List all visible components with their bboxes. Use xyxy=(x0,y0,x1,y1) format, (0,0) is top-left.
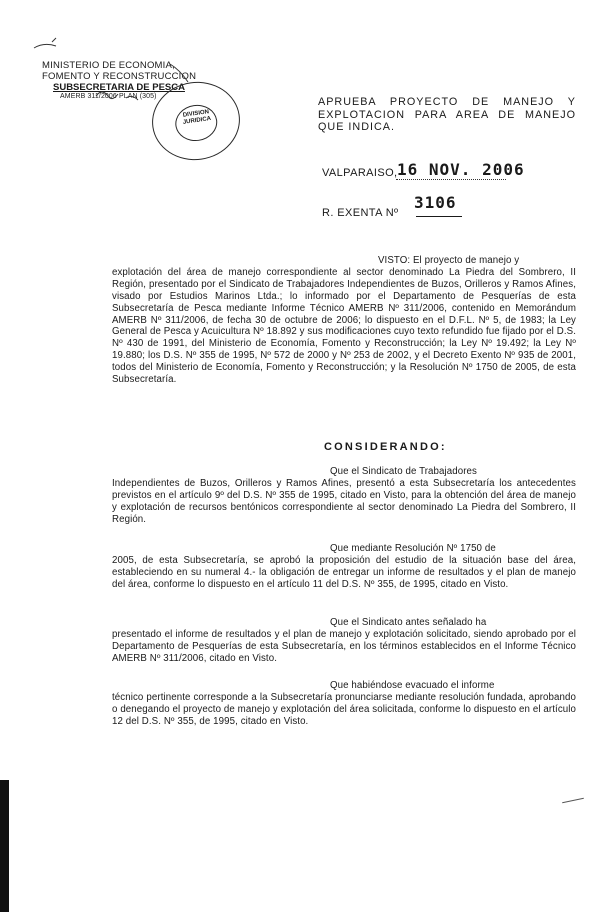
considerando-item-1-body: Independientes de Buzos, Orilleros y Ramos Afines, presentó a esta Subsecretaría los antecedentes previstos en el artículo 9º del D.S. Nº 355 de 1995, citado en Visto, para la obtención del área de manejo y explotación de recursos bentónicos correspondiente al sector denominado La Piedra del Sombrero, II Región. xyxy=(112,477,576,525)
considerando-item-4-body: técnico pertinente corresponde a la Subsecretaría pronunciarse mediante resolución fundada, aprobando o denegando el proyecto de manejo y explotación del área solicitada, conforme lo dispuesto en el artículo 12 del D.S. Nº 355, de 1995, citado en Visto. xyxy=(112,691,576,727)
considerando-item-2-body: 2005, de esta Subsecretaría, se aprobó la proposición del estudio de la situación base del área, estableciendo en su numeral 4.- la obligación de entregar un informe de resultados y el plan de manejo del área, conforme lo dispuesto en el artículo 11 del D.S. Nº 355, de 1995, citado en Visto. xyxy=(112,554,576,590)
ministry-line-1: MINISTERIO DE ECONOMIA, xyxy=(42,60,175,71)
ministry-line-2: FOMENTO Y RECONSTRUCCION xyxy=(42,71,197,82)
margin-mark xyxy=(562,798,584,804)
exenta-number: 3106 xyxy=(414,193,457,212)
reference-code: AMERB 311/2006 PLAN (305) xyxy=(60,93,157,100)
considerando-item-4-first: Que habiéndose evacuado el informe xyxy=(330,680,495,691)
stamp-label: DIVISION JURIDICA xyxy=(182,109,212,126)
document-title: APRUEBA PROYECTO DE MANEJO Y EXPLOTACION PARA AREA DE MANEJO QUE INDICA. xyxy=(318,96,576,133)
considerando-item-3-body: presentado el informe de resultados y el plan de manejo y explotación solicitado, siendo aprobado por el Departamento de Pesquerías de esta Subsecretaría, en los términos establecidos en el Informe Técnico AMERB Nº 311/2006, citado en Visto. xyxy=(112,628,576,664)
considerando-item-3-first: Que el Sindicato antes señalado ha xyxy=(330,617,487,628)
visto-first-line: VISTO: El proyecto de manejo y xyxy=(378,255,520,266)
considerando-heading: CONSIDERANDO: xyxy=(324,441,447,453)
date-underline xyxy=(396,179,506,180)
visto-body: explotación del área de manejo correspondiente al sector denominado La Piedra del Sombrero, II Región, presentado por el Sindicato de Trabajadores Independientes de Buzos, Orilleros y Ramos Afines, visado por Estudios Marinos Ltda.; lo informado por el Departamento de Pesquerías de esta Subsecretaría de Pesca mediante Informe Técnico AMERB Nº 311/2006, contenido en Memorándum AMERB Nº 311/2006, de fecha 30 de octubre de 2006; lo dispuesto en el D.F.L. Nº 5, de 1983; la Ley General de Pesca y Acuicultura Nº 18.892 y sus modificaciones cuyo texto refundido fue fijado por el D.S. Nº 430 de 1991, del Ministerio de Economía, Fomento y Reconstrucción; la Ley Nº 19.492; la Ley Nº 19.880; los D.S. Nº 355 de 1995, Nº 572 de 2000 y Nº 253 de 2002, y el Decreto Exento Nº 935 de 2001, todos del Ministerio de Economía, Fomento y Reconstrucción; y la Resolución Nº 1750 de 2005, de esta Subsecretaría. xyxy=(112,266,576,386)
considerando-item-2 xyxy=(112,543,576,591)
scan-edge-shadow xyxy=(0,780,9,912)
considerando-item-4 xyxy=(112,680,576,728)
date-place: VALPARAISO, xyxy=(322,167,398,179)
exenta-underline xyxy=(416,216,462,217)
subsecretaria-label: SUBSECRETARIA DE PESCA xyxy=(53,82,185,93)
visto-paragraph xyxy=(112,255,576,386)
exenta-label: R. EXENTA Nº xyxy=(322,207,399,219)
considerando-item-3 xyxy=(112,617,576,665)
considerando-item-1-first: Que el Sindicato de Trabajadores xyxy=(330,466,477,477)
considerando-item-1 xyxy=(112,466,576,526)
date-value: 16 NOV. 2006 xyxy=(397,160,525,179)
considerando-item-2-first: Que mediante Resolución Nº 1750 de xyxy=(330,543,496,554)
